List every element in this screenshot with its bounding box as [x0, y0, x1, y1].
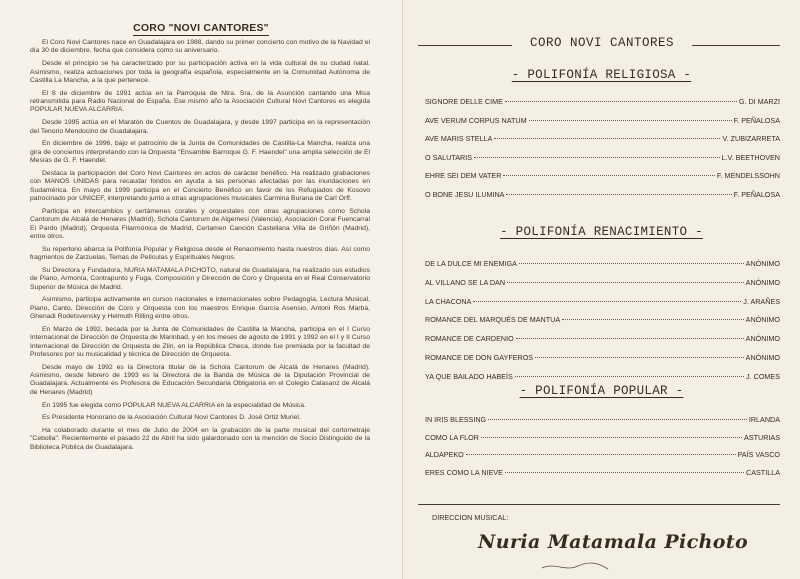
list-item: COMO LA FLOR ASTURIAS [425, 432, 780, 442]
list-item: ROMANCE DEL MARQUÉS DE MANTUA ANÓNIMO [425, 315, 780, 325]
director-signature: Nuria Matamala Pichoto [478, 531, 749, 553]
list-religiosa [425, 97, 780, 199]
list-item: O SALUTARIS L.V. BEETHOVEN [425, 152, 780, 162]
bio-paragraph: Ha colaborado durante el mes de Julio de 2004 en la grabación de la parte musical del cortometraje "Cebolla". Recientemente el pasado 22 de Abril ha sido galardonado con la mención de Socio Distinguido de la Biblioteca Pública de Guadalajara. [30, 427, 370, 451]
list-item: LA CHACONA J. ARAÑES [425, 296, 780, 306]
bio-paragraph: Desde 1995 actúa en el Maratón de Cuentos de Guadalajara, y desde 1997 participa en la representación del Tenorio Mendocino de Guadalajara. [30, 119, 370, 135]
bio-paragraph: Desde mayo de 1992 es la Directora titular de la Schola Cantorum de Alcalá de Henares (Madrid). Asimismo, desde febrero de 1993 es la Directora de la Banda de Música de la Diputación Provincial de Guadalajara. Actualmente es Profesora de Educación Secundaria Obligatoria en el Colegio Calasanz de Alcalá de Henares (Madrid) [30, 363, 370, 396]
list-item: ROMANCE DE CARDENIO ANÓNIMO [425, 334, 780, 344]
list-item: SIGNORE DELLE CIME G. DI MARZI [425, 97, 780, 106]
list-item: ERES COMO LA NIEVE CASTILLA [425, 467, 780, 477]
bio-title: CORO "NOVI CANTORES" [133, 22, 269, 34]
list-item: IN IRIS BLESSING IRLANDA [425, 415, 780, 424]
bio-paragraph: Participa en intercambios y certámenes corales y orquestales con otras agrupaciones como Schola Cantorum de Alcalá de Henares (Madrid), Schola Cantorum de Algemesí (Valencia), Asociación Coral Fuencarral El Pardo (Madrid), Orquesta Filarmónica de Madrid, Certamen Canción Castellana Villa de Griñón (Madrid), entre otros. [30, 207, 370, 240]
list-item: DE LA DULCE MI ENEMIGA ANÓNIMO [425, 259, 780, 268]
list-item: AVE VERUM CORPUS NATUM F. PEÑALOSA [425, 115, 780, 125]
bio-paragraph: Destaca la participación del Coro Novi Cantores en actos de carácter benéfico. Ha realizado grabaciones con MANOS UNIDAS para recaudar fondos en ayuda a las personas afectadas por las inundaciones en Sudamérica. En mayo de 1999 participa en el Concierto Benéfico en favor de los Refugiados de Kosovo patrocinado por UNICEF, interpretando junto a otras agrupaciones musicales Carmina Burana de Carl Orff. [30, 169, 370, 202]
bio-paragraph: Asimismo, participa activamente en cursos nacionales e internacionales sobre Pedagogía, Lectura Musical, Piano, Canto, Dirección de Coro y Orquesta con los maestros Enrique García Asensio, Antoni Ros Marbà, Ghenadi Rodetsvensky y Helmuth Rilling entre otros. [30, 296, 370, 321]
director-label: DIRECCION MUSICAL: [432, 513, 509, 522]
program-title: CORO NOVI CANTORES [512, 36, 692, 50]
bio-paragraph: Es Presidente Honorario de la Asociación Cultural Novi Cantores D. José Ortiz Muriel. [42, 414, 301, 422]
list-item: EHRE SEI DEM VATER F. MENDELSSOHN [425, 171, 780, 181]
bio-paragraph: En diciembre de 1996, bajo el patrocinio de la Junta de Comunidades de Castilla-La Mancha, realiza una gira de conciertos interpretando con la Orquesta "Ensamble Barroque G. F. Haendel" una amplia selección de El Mesías de G. F. Haendel. [30, 140, 370, 165]
bio-paragraph: El 8 de diciembre de 1991 actúa en la Parroquia de Ntra. Sra. de la Asunción cantando una Misa retransmitida para Radio Nacional de España. Ese mismo año la Asociación Cultural Novi Cantores es elegida POPULAR NUEVA ALCARRIA. [30, 89, 370, 114]
section-heading-religiosa: - POLIFONÍA RELIGIOSA - [511, 68, 692, 82]
list-item: YA QUE BAILADO HABEÍS J. COMES [425, 371, 780, 381]
bio-paragraph: Desde el principio se ha caracterizado por su participación activa en la vida cultural de su ciudad natal. Asimismo, realiza actuaciones por toda la geografía española, especialmente en la Comunidad Autónoma de Castilla La Mancha, a la que pertenece. [30, 60, 370, 84]
list-renacimiento [425, 259, 780, 381]
section-heading-renacimiento: - POLIFONÍA RENACIMIENTO - [500, 225, 703, 239]
bio-paragraph: En 1995 fue elegida como POPULAR NUEVA ALCARRIA en la especialidad de Música. [42, 401, 306, 409]
bio-paragraph: El Coro Novi Cantores nace en Guadalajara en 1988, dando su primer concierto con motivo de la Navidad el día 30 de diciembre, fecha que considera como su aniversario. [30, 39, 370, 55]
bio-paragraph: Su repertorio abarca la Polifonía Popular y Religiosa desde el Renacimiento hasta nuestros días. Así como fragmentos de Zarzuelas, Temas de Películas y Espirituales Negros. [30, 245, 370, 262]
bio-paragraph: En Marzo de 1992, becada por la Junta de Comunidades de Castilla la Mancha, participa en el I Curso Internacional de Dirección de Orquesta de Marinbad, y en los meses de agosto de 1991 y 1992 en el I y II Curso Internacional de Dirección de Orquesta de Zlin, en la República Checa, donde fue premiada por la facultad de Profesores por su musicalidad y técnica de Dirección de Orquesta. [30, 325, 370, 358]
list-item: O BONE JESU ILUMINA F. PEÑALOSA [425, 189, 780, 199]
list-popular [425, 415, 780, 477]
list-item: ROMANCE DE DON GAYFEROS ANÓNIMO [425, 352, 780, 362]
section-heading-popular: - POLIFONÍA POPULAR - [519, 384, 684, 398]
signature-flourish-icon [540, 560, 610, 574]
bio-paragraph: Su Directora y Fundadora, NURIA MATAMALA PICHOTO, natural de Guadalajara, ha realizado sus estudios de Piano, Armonía, Contrapunto y Fuga, Composición y Dirección de Coro y Orquesta en el Real Conservatorio Superior de Música de Madrid. [30, 266, 370, 291]
footer-rule [418, 504, 780, 505]
list-item: ALDAPEKO PAÍS VASCO [425, 450, 780, 460]
list-item: AVE MARIS STELLA V. ZUBIZARRETA [425, 134, 780, 144]
bio-text [30, 39, 370, 457]
list-item: AL VILLANO SE LA DAN ANÓNIMO [425, 277, 780, 287]
